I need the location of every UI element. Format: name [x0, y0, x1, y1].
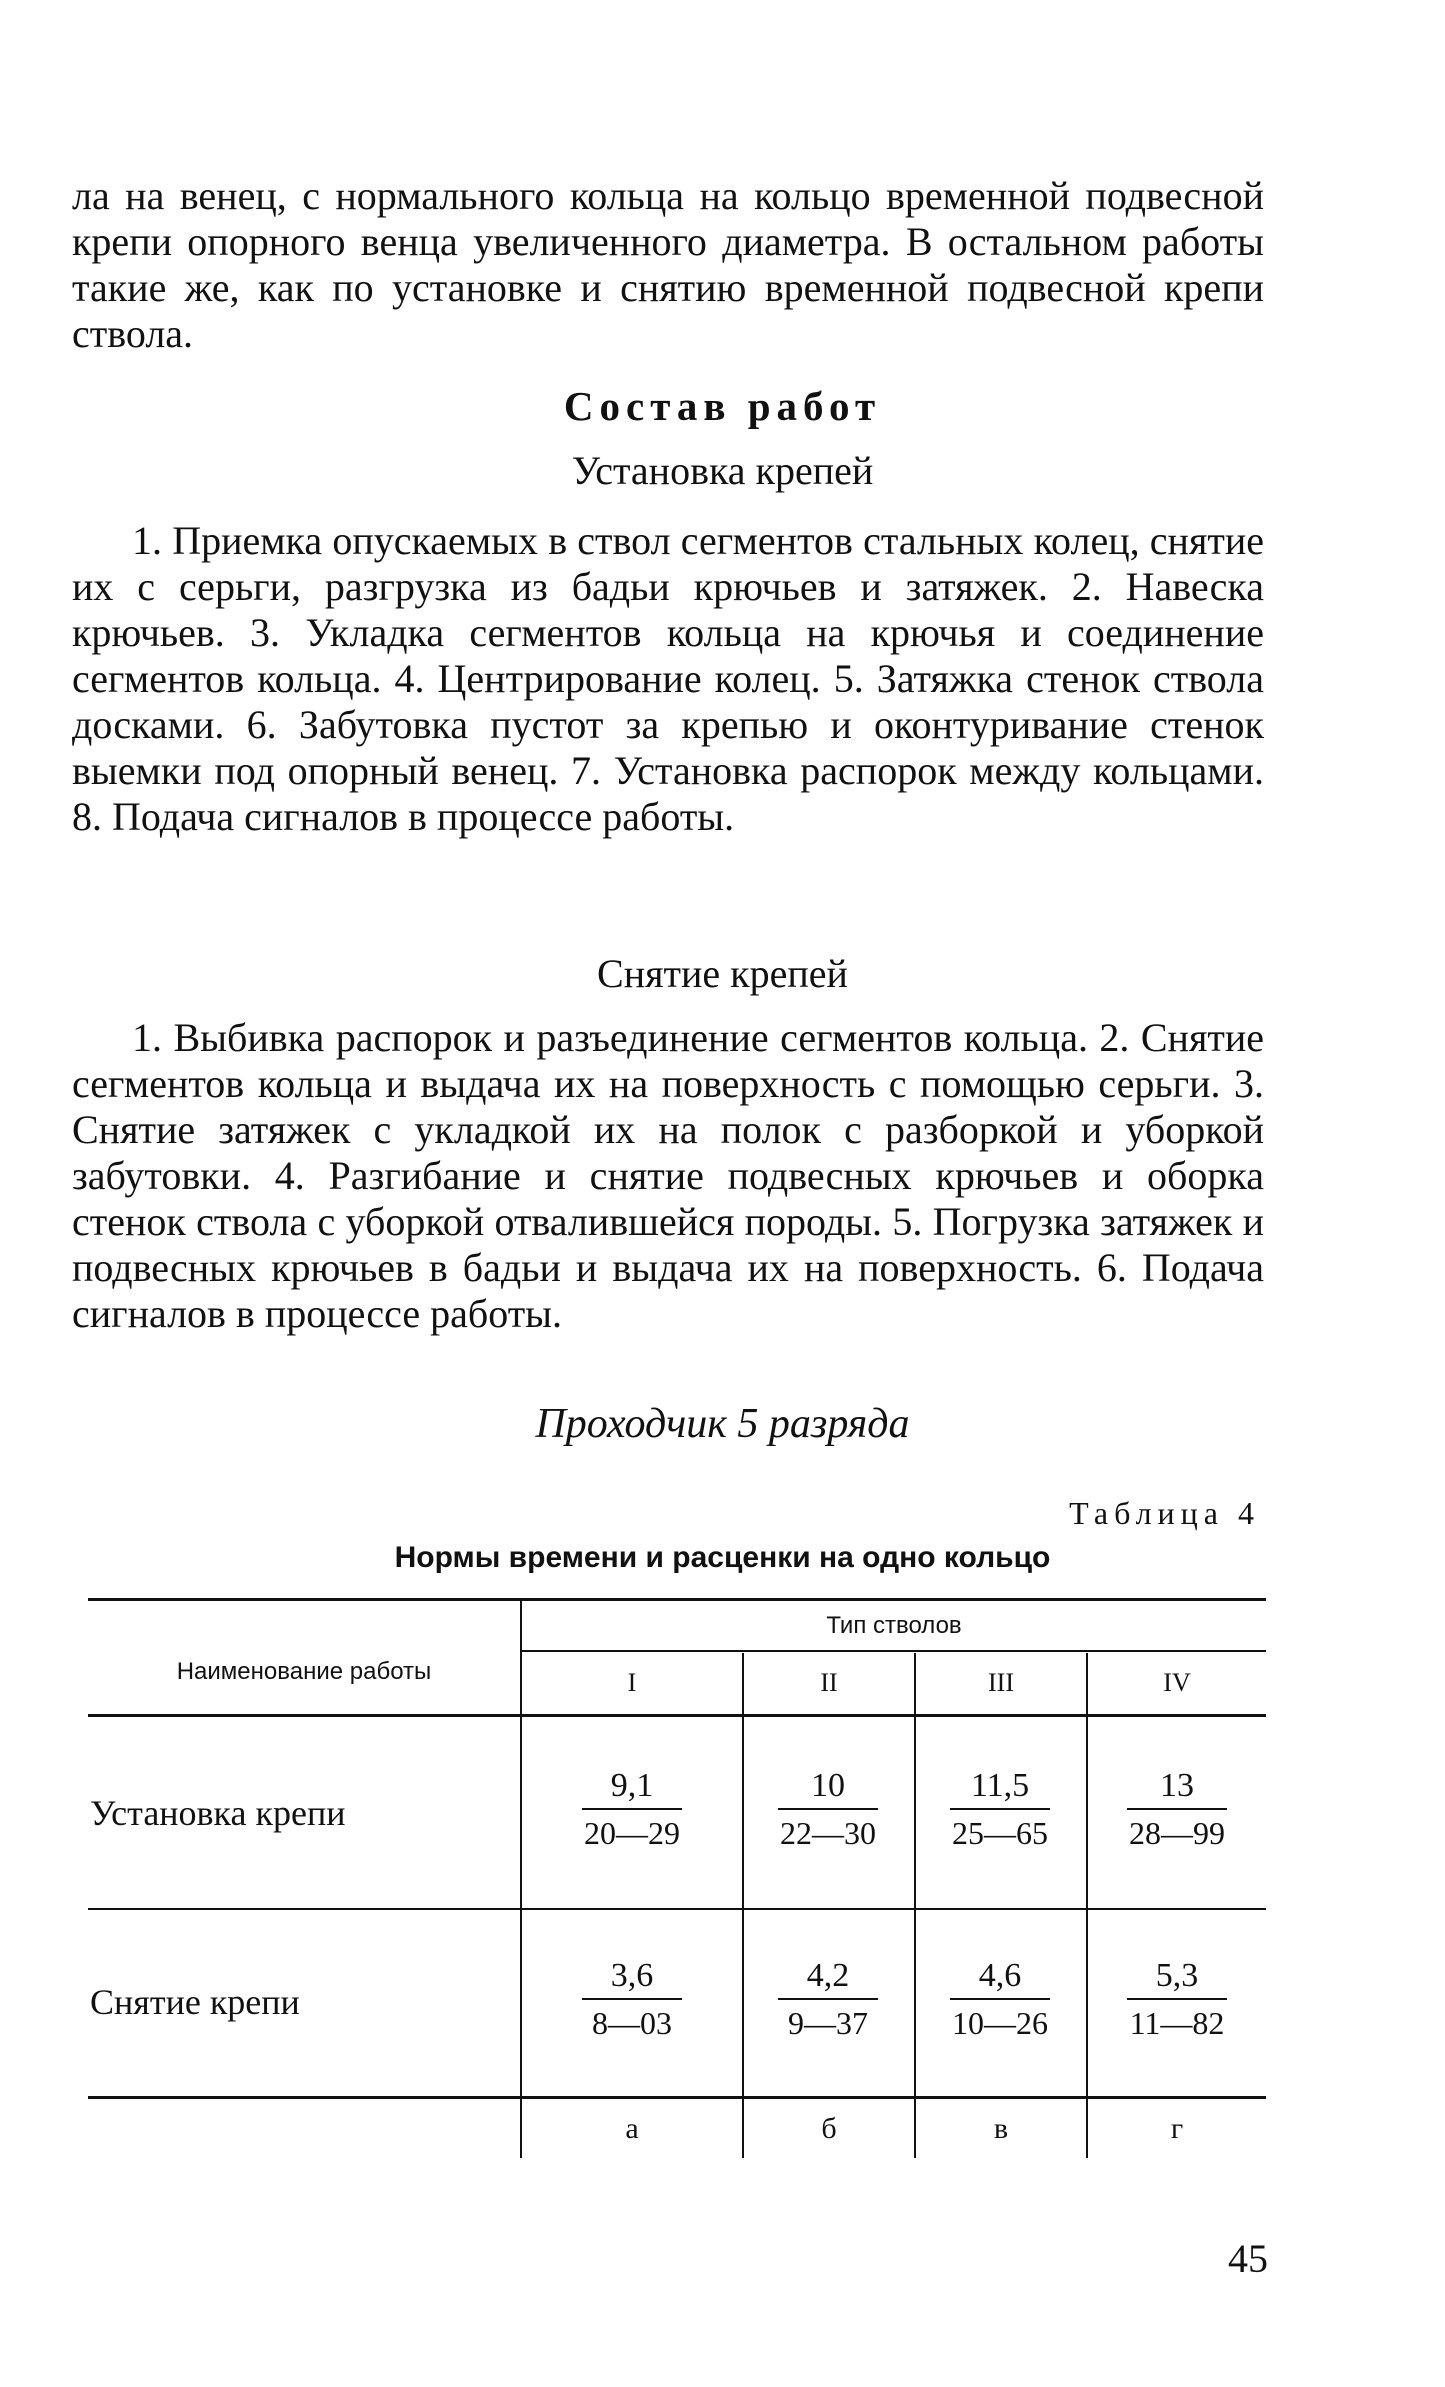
col-rule-2	[742, 1653, 744, 2158]
footer-letter-1: а	[625, 2112, 639, 2145]
cell-install-4	[1092, 1764, 1262, 1856]
footer-letter-3: в	[993, 2112, 1009, 2145]
table-top-rule	[88, 1598, 1266, 1601]
norm-value: 4,2	[778, 1954, 878, 2000]
cell-removal-4	[1092, 1954, 1262, 2046]
cell-removal-2	[743, 1954, 913, 2046]
norm-value: 11,5	[950, 1764, 1050, 1810]
footer-letter-4: г	[1170, 2112, 1184, 2145]
col-header-1: I	[627, 1668, 637, 1697]
norm-value: 13	[1127, 1764, 1227, 1810]
page-number: 45	[1228, 2236, 1268, 2281]
col-header-4: IV	[1163, 1668, 1191, 1697]
cell-install-1	[547, 1764, 717, 1856]
rate-value: 10—26	[952, 2005, 1048, 2041]
table-label: Таблица 4	[1069, 1495, 1260, 1531]
norm-value: 10	[778, 1764, 878, 1810]
table-bottom-rule	[88, 2096, 1266, 2099]
install-heading: Установка крепей	[571, 448, 874, 493]
removal-paragraph: 1. Выбивка распорок и разъединение сегментов кольца. 2. Снятие сегментов кольца и выдача их на поверхность с помощью серьги. 3. Снятие затяжек с укладкой их на полок с разборкой и уборкой забутовки. 4. Разгибание и снятие подвесных крючьев и оборка стенок ствола с уборкой отвалившейся породы. 5. Погрузка затяжек и подвесных крючьев в бадьи и выдача их на поверхность. 6. Подача сигналов в процессе работы.	[72, 1015, 1264, 1336]
col-rule-4	[1086, 1653, 1088, 2158]
cell-removal-3	[915, 1954, 1085, 2046]
table-title: Нормы времени и расценки на одно кольцо	[394, 1541, 1051, 1574]
norm-value: 9,1	[582, 1764, 682, 1810]
rate-value: 20—29	[584, 1815, 680, 1851]
norm-value: 5,3	[1127, 1954, 1227, 2000]
install-paragraph: 1. Приемка опускаемых в ствол сегментов стальных колец, снятие их с серьги, разгрузка из бадьи крючьев и затяжек. 2. Навеска крючьев. 3. Укладка сегментов кольца на крючья и соединение сегментов кольца. 4. Центрирование колец. 5. Затяжка стенок ствола досками. 6. Забутовка пустот за крепью и оконтуривание стенок выемки под опорный венец. 7. Установка распорок между кольцами. 8. Подача сигналов в процессе работы.	[72, 518, 1264, 839]
rate-value: 8—03	[592, 2005, 672, 2041]
footer-letter-2: б	[821, 2112, 837, 2145]
rate-value: 28—99	[1129, 1815, 1225, 1851]
header-bottom-rule	[88, 1714, 1266, 1717]
col-rule-3	[914, 1653, 916, 2158]
section-heading: Состав работ	[563, 383, 882, 429]
shaft-type-header: Тип стволов	[826, 1612, 962, 1639]
rate-value: 25—65	[952, 1815, 1048, 1851]
norms-table	[88, 1598, 1266, 2158]
rate-value: 22—30	[780, 1815, 876, 1851]
cell-install-3	[915, 1764, 1085, 1856]
cell-install-2	[743, 1764, 913, 1856]
group-header-rule	[520, 1650, 1266, 1652]
col-header-3: III	[988, 1668, 1014, 1697]
intro-paragraph: ла на венец, с нормального кольца на кольцо временной подвесной крепи опорного венца увеличенного диаметра. В остальном работы такие же, как по установке и снятию временной подвесной крепи ствола.	[72, 173, 1264, 356]
norm-value: 4,6	[950, 1954, 1050, 2000]
cell-removal-1	[547, 1954, 717, 2046]
removal-heading: Снятие крепей	[597, 951, 848, 996]
row-label-install: Установка крепи	[90, 1793, 346, 1833]
row-label-removal: Снятие крепи	[90, 1982, 300, 2022]
rate-value: 11—82	[1129, 2005, 1225, 2041]
work-name-header: Наименование работы	[176, 1658, 432, 1685]
col-header-2: II	[820, 1668, 838, 1697]
worker-heading: Проходчик 5 разряда	[535, 1401, 910, 1447]
row-divider-rule	[88, 1908, 1266, 1910]
norm-value: 3,6	[582, 1954, 682, 2000]
rate-value: 9—37	[788, 2005, 868, 2041]
